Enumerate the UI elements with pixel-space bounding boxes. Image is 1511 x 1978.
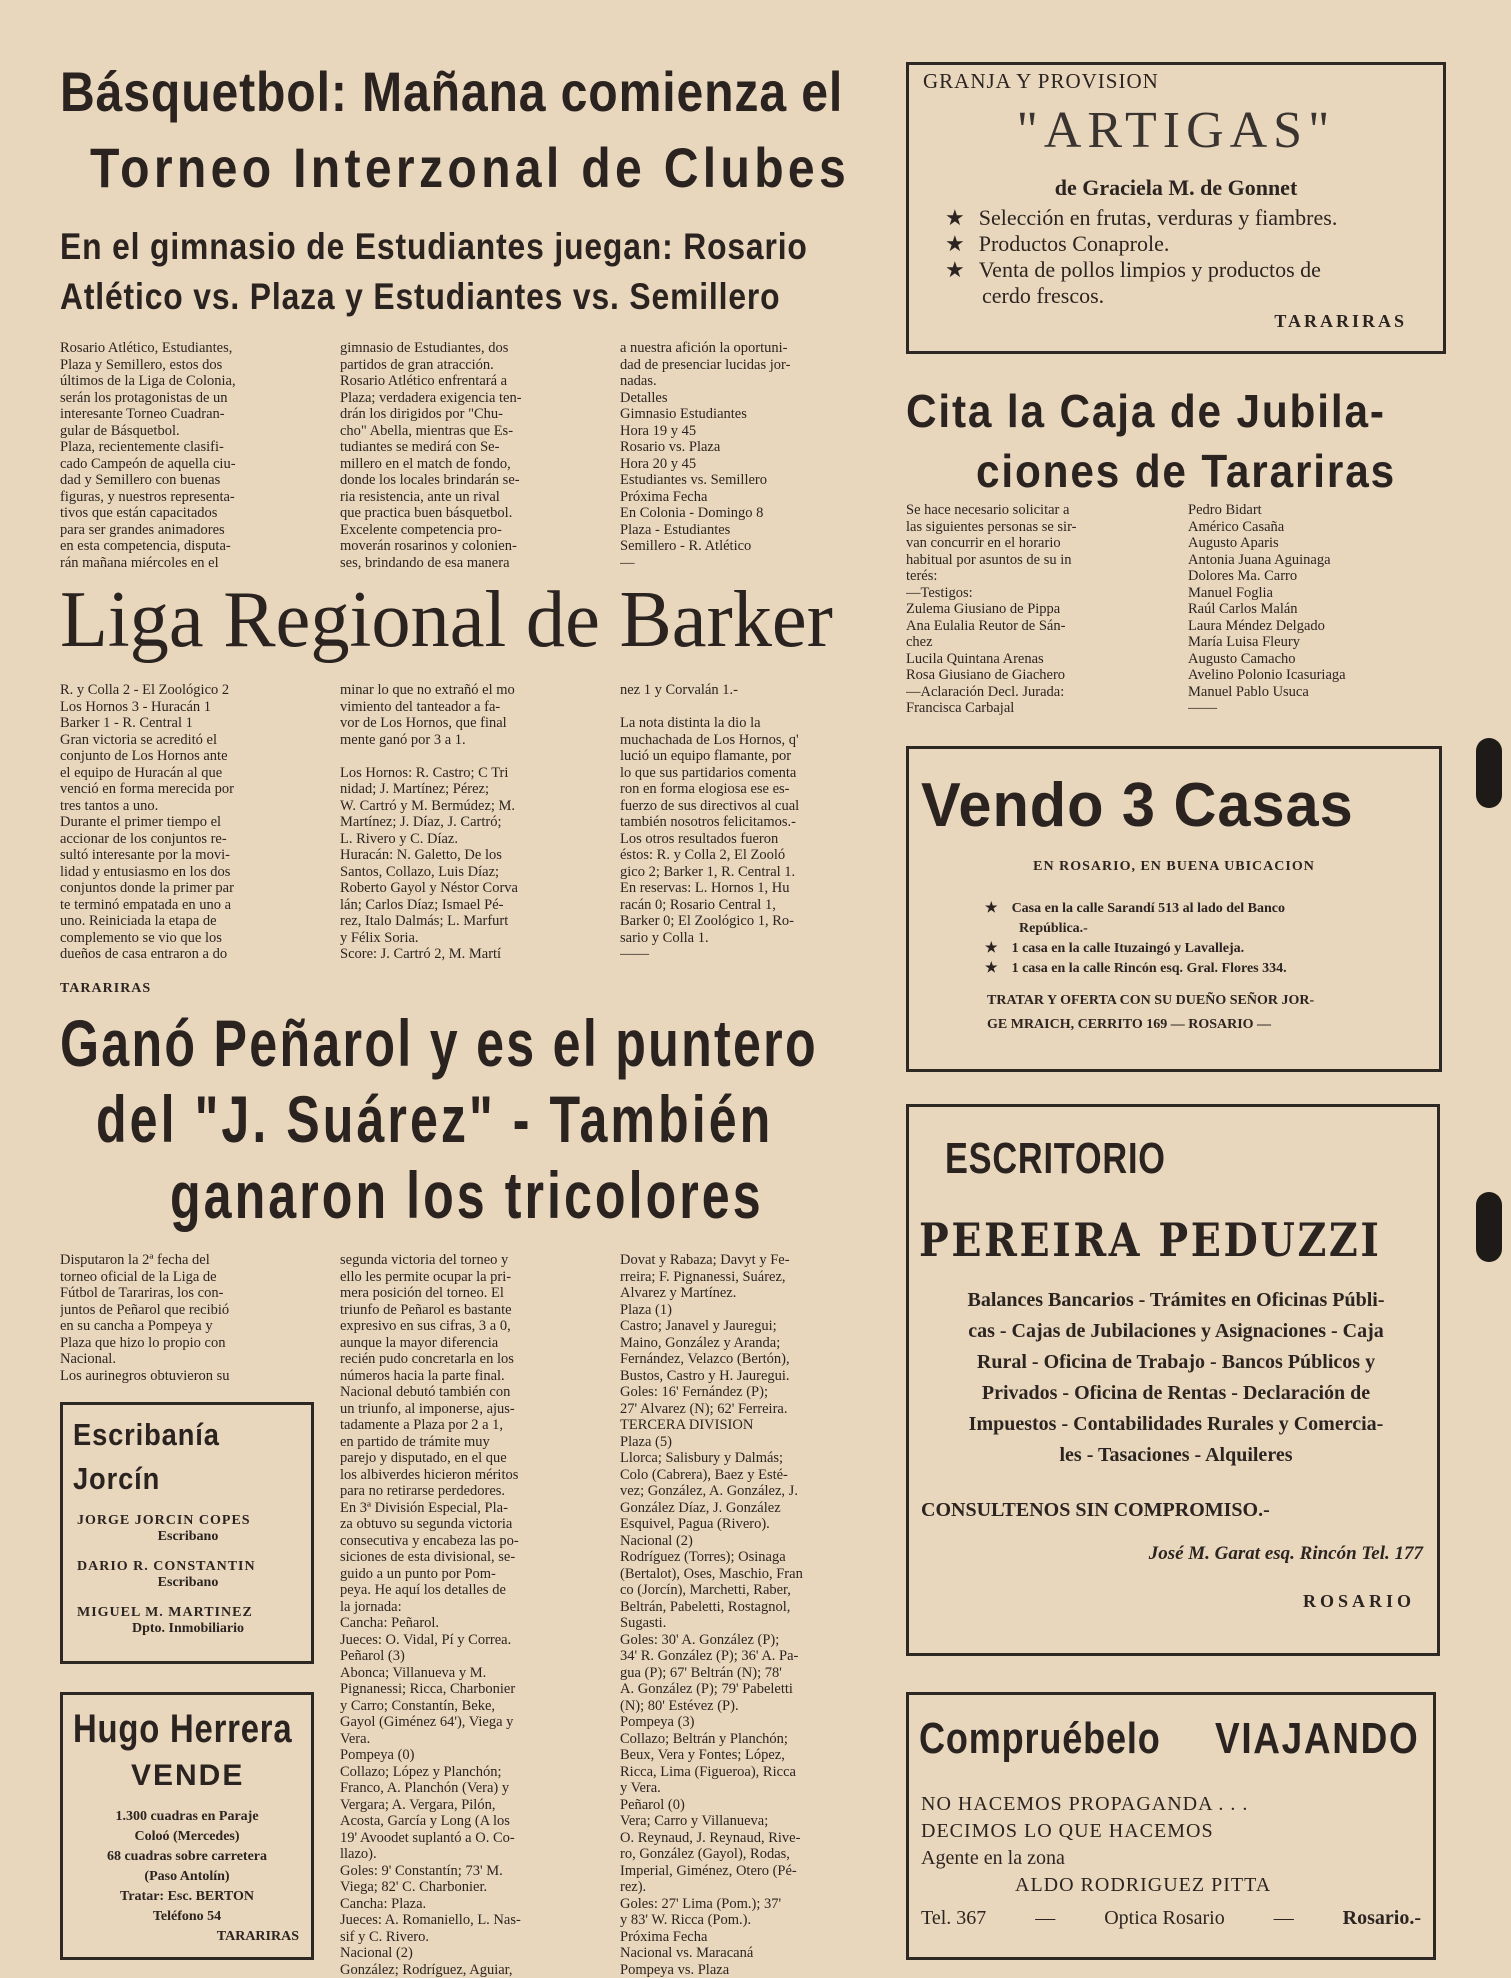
basket-col-3: a nuestra afición la oportuni- dad de presenciar lucidas jor- nadas. Detalles Gimnasio Estudiantes Hora 19 y 45 Rosario vs. Plaza Hora 20 y 45 Estudiantes vs. Semillero Próxima Fecha En Colonia - Domingo 8 Plaza - Estudiantes Semillero - R. Atlético — — [620, 340, 791, 571]
penarol-col-1: Disputaron la 2ª fecha del torneo oficial de la Liga de Fútbol de Tarariras, los con- juntos de Peñarol que recibió en su cancha a Pompeya y Plaza que hizo lo propio con Nacional. Los aurinegros obtuvieron su — [60, 1252, 230, 1384]
liga-headline: Liga Regional de Barker — [60, 576, 833, 664]
artigas-owner: de Graciela M. de Gonnet — [1054, 175, 1298, 200]
penarol-headline-1: Ganó Peñarol y es el puntero — [60, 1006, 818, 1080]
hugo-details — [71, 1807, 303, 1947]
penarol-headline-2: del "J. Suárez" - También — [96, 1082, 774, 1156]
artigas-item-3-cont: cerdo frescos. — [982, 283, 1105, 308]
viajando-town: Rosario.- — [1342, 1907, 1421, 1929]
hugo-vende: VENDE — [131, 1759, 245, 1792]
liga-body — [60, 682, 878, 963]
escribania-person-1 — [77, 1513, 299, 1545]
pereira-line: Impuestos - Contabilidades Rurales y Comercia- — [968, 1413, 1384, 1435]
star-icon: ★ — [985, 901, 998, 916]
pereira-line: Privados - Oficina de Rentas - Declaración de — [981, 1382, 1371, 1404]
artigas-place: TARARIRAS — [1274, 311, 1407, 331]
pereira-ad — [906, 1104, 1440, 1656]
caja-right: Pedro Bidart Américo Casaña Augusto Aparis Antonia Juana Aguinaga Dolores Ma. Carro Manuel Foglia Raúl Carlos Malán Laura Méndez Delgado María Luisa Fleury Augusto Camacho Avelino Polonio Icasuriaga Manuel Pablo Usuca —— — [1188, 502, 1346, 716]
viajando-line: Agente en la zona — [921, 1847, 1065, 1869]
pereira-town: ROSARIO — [1302, 1591, 1415, 1611]
escribania-title-1: Escribanía — [73, 1417, 220, 1452]
person-name: JORGE JORCIN COPES — [77, 1513, 251, 1528]
basket-headline-1: Básquetbol: Mañana comienza el — [60, 60, 844, 123]
caja-headline-1: Cita la Caja de Jubila- — [906, 385, 1386, 437]
star-icon: ★ — [945, 257, 965, 282]
hugo-title: Hugo Herrera — [73, 1707, 293, 1751]
binding-hole — [1476, 1192, 1502, 1262]
viajando-sep: — — [1273, 1907, 1294, 1929]
penarol-col-2: segunda victoria del torneo y ello les permite ocupar la pri- mera posición del torneo. El triunfo de Peñarol es bastante expresivo en sus cifras, 3 a 0, aunque la mayor diferencia recién pudo concretarla en los números hacia la parte final. Nacional debutó también con un triunfo, al imponerse, ajus- tadamente a Plaza por 2 a 1, en partido de trámite muy parejo y disputado, en el que los albiverdes hicieron méritos para no retirarse perdedores. En 3ª División Especial, Pla- za obtuvo su segunda victoria consecutiva y encabeza las po- siciones de esta divisional, se- guido a un punto por Pom- peya. He aquí los detalles de la jornada: Cancha: Peñarol. Jueces: O. Vidal, Pí y Correa. Peñarol (3) Abonca; Villanueva y M. Pignanessi; Ricca, Charbonier y Carro; Constantín, Beke, Gayol (Giménez 64'), Viega y Vera. Pompeya (0) Collazo; López y Planchón; Franco, A. Planchón (Vera) y Vergara; A. Vergara, Pilón, Acosta, García y Long (A los 19' Avoodet suplantó a O. Co- llazo). Goles: 9' Constantín; 73' M. Viega; 82' C. Charbonier. Cancha: Plaza. Jueces: A. Romaniello, L. Nas- sif y C. Rivero. Nacional (2) González; Rodríguez, Aguiar, — [340, 1252, 521, 1978]
pereira-line: Balances Bancarios - Trámites en Oficinas Públi- — [967, 1289, 1385, 1311]
hugo-line: Tratar: Esc. BERTON — [120, 1889, 254, 1904]
basket-headline-2: Torneo Interzonal de Clubes — [90, 136, 851, 199]
hugo-line: (Paso Antolín) — [144, 1869, 230, 1884]
basket-body — [60, 340, 878, 571]
hugo-line: 68 cuadras sobre carretera — [106, 1849, 268, 1864]
hugo-herrera-ad — [60, 1692, 314, 1960]
basket-col-1: Rosario Atlético, Estudiantes, Plaza y Semillero, estos dos últimos de la Liga de Colonia, serán los protagonistas de un interesante Torneo Cuadran- gular de Básquetbol. Plaza, recientemente clasifi- cado Campeón de aquella ciu- dad y Semillero con buenas figuras, y nuestros representa- tivos que están capacitados para ser grandes animadores en esta competencia, disputa- rán mañana miércoles en el — [60, 340, 236, 571]
viajando-body — [921, 1791, 1421, 1899]
artigas-ad — [906, 62, 1446, 354]
casas-title: Vendo 3 Casas — [921, 771, 1354, 840]
penarol-headline-3: ganaron los tricolores — [170, 1158, 764, 1232]
pereira-title-2: PEREIRA PEDUZZI — [919, 1213, 1382, 1267]
viajando-line: DECIMOS LO QUE HACEMOS — [921, 1820, 1214, 1842]
hugo-line: Teléfono 54 — [152, 1909, 222, 1924]
casas-sub: EN ROSARIO, EN BUENA UBICACION — [1033, 859, 1315, 874]
star-icon: ★ — [985, 961, 998, 976]
pereira-line: cas - Cajas de Jubilaciones y Asignaciones - Caja — [968, 1320, 1384, 1342]
artigas-items — [945, 205, 1425, 309]
casas-footer — [987, 989, 1427, 1037]
artigas-item-3: ★ Venta de pollos limpios y productos de — [945, 257, 1321, 282]
pereira-services — [921, 1285, 1431, 1471]
viajando-line: NO HACEMOS PROPAGANDA . . . — [921, 1793, 1249, 1815]
hugo-line: 1.300 cuadras en Paraje — [115, 1809, 259, 1824]
viajando-title-2: VIAJANDO — [1215, 1714, 1420, 1763]
escribania-person-2 — [77, 1559, 299, 1591]
casas-footer-line: TRATAR Y OFERTA CON SU DUEÑO SEÑOR JOR- — [987, 993, 1315, 1008]
basket-col-2: gimnasio de Estudiantes, dos partidos de gran atracción. Rosario Atlético enfrentará a Plaza; verdadera exigencia ten- drán los dirigidos por "Chu- cho" Abella, mientras que Es- tudiantes se medirá con Se- millero en el match de fondo, donde los locales brindarán se- ria resistencia, ante un rival que practica buen básquetbol. Excelente competencia pro- moverán rosarinos y colonien- ses, brindando de esa manera — [340, 340, 522, 571]
artigas-top: GRANJA Y PROVISION — [923, 69, 1159, 93]
artigas-name: "ARTIGAS" — [1016, 102, 1336, 159]
pereira-title-1: ESCRITORIO — [945, 1134, 1166, 1183]
pereira-consult: CONSULTENOS SIN COMPROMISO.- — [921, 1499, 1270, 1521]
liga-col-3: nez 1 y Corvalán 1.- La nota distinta la dio la muchachada de Los Hornos, q' lució un equipo flamante, por lo que sus partidarios comenta ron en forma elogiosa ese es- fuerzo de sus directivos al cual también nosotros felicitamos.- Los otros resultados fueron éstos: R. y Colla 2, El Zooló gico 2; Barker 1, R. Central 1. En reservas: L. Hornos 1, Hu racán 0; Rosario Central 1, Barker 0; El Zoológico 1, Ro- sario y Colla 1. —— — [620, 682, 800, 962]
basket-subheadline-2: Atlético vs. Plaza y Estudiantes vs. Semillero — [60, 276, 781, 317]
star-icon: ★ — [945, 205, 965, 230]
casas-item-2: ★ 1 casa en la calle Ituzaingó y Lavalleja. — [985, 941, 1245, 956]
escribania-ad — [60, 1402, 314, 1664]
pereira-address: José M. Garat esq. Rincón Tel. 177 — [1148, 1543, 1423, 1564]
casas-ad — [906, 746, 1442, 1072]
viajando-ad — [906, 1692, 1436, 1960]
pereira-line: Rural - Oficina de Trabajo - Bancos Públicos y — [976, 1351, 1376, 1373]
liga-col-2: minar lo que no extrañó el mo vimiento del tanteador a fa- vor de Los Hornos, que final mente ganó por 3 a 1. Los Hornos: R. Castro; C Tri nidad; J. Martínez; Pérez; W. Cartró y M. Bermúdez; M. Martínez; J. Díaz, J. Cartró; L. Rivero y C. Díaz. Huracán: N. Galetto, De los Santos, Collazo, Luis Díaz; Roberto Gayol y Néstor Corva lán; Carlos Díaz; Ismael Pé- rez, Italo Dalmás; L. Marfurt y Félix Soria. Score: J. Cartró 2, M. Martí — [340, 682, 518, 962]
artigas-item-2: ★ Productos Conaprole. — [945, 231, 1170, 256]
binding-hole — [1476, 738, 1502, 808]
person-role: Dpto. Inmobiliario — [131, 1621, 244, 1636]
caja-headline-2: ciones de Tarariras — [976, 445, 1396, 497]
liga-col-1: R. y Colla 2 - El Zoológico 2 Los Hornos 3 - Huracán 1 Barker 1 - R. Central 1 Gran victoria se acreditó el conjunto de Los Hornos ante el equipo de Huracán al que venció en forma merecida por tres tantos a uno. Durante el primer tiempo el accionar de los conjuntos re- sultó interesante por la movi- lidad y entusiasmo en los dos conjuntos donde la primer par te terminó empatada en uno a uno. Reiniciada la etapa de complemento se vio que los dueños de casa entraron a do — [60, 682, 234, 962]
star-icon: ★ — [985, 941, 998, 956]
person-role: Escribano — [157, 1529, 219, 1544]
casas-footer-line: GE MRAICH, CERRITO 169 — ROSARIO — — [987, 1017, 1272, 1032]
basket-subheadline-1: En el gimnasio de Estudiantes juegan: Rosario — [60, 226, 808, 267]
casas-item-1: ★ Casa en la calle Sarandí 513 al lado del Banco — [985, 901, 1285, 916]
hugo-line: Coloó (Mercedes) — [134, 1829, 240, 1844]
person-role: Escribano — [157, 1575, 219, 1590]
viajando-phone: Tel. 367 — [921, 1907, 987, 1929]
casas-items — [985, 899, 1425, 979]
casas-item-3: ★ 1 casa en la calle Rincón esq. Gral. Flores 334. — [985, 961, 1287, 976]
viajando-line: ALDO RODRIGUEZ PITTA — [1015, 1874, 1272, 1896]
escribania-title-2: Jorcín — [73, 1461, 161, 1496]
penarol-col-3: Dovat y Rabaza; Davyt y Fe- rreira; F. Pignanessi, Suárez, Alvarez y Martínez. Plaza (1) Castro; Janavel y Jauregui; Maino, González y Aranda; Fernández, Velazco (Bertón), Bustos, Castro y H. Jauregui. Goles: 16' Fernández (P); 27' Alvarez (N); 62' Ferreira. TERCERA DIVISION Plaza (5) Llorca; Salisbury y Dalmás; Colo (Cabrera), Baez y Esté- vez; González, A. González, J. González Díaz, J. González Esquivel, Pagua (Rivero). Nacional (2) Rodríguez (Torres); Osinaga (Bertalot), Oses, Maschio, Fran co (Jorcín), Marchetti, Raber, Beltrán, Pabeletti, Rostagnol, Sugasti. Goles: 30' A. González (P); 34' R. González (P); 36' A. Pa- gua (P); 67' Beltrán (N); 78' A. González (P); 79' Pabeletti (N); 80' Estévez (P). Pompeya (3) Collazo; Beltrán y Planchón; Beux, Vera y Fontes; López, Ricca, Lima (Figueroa), Ricca y Vera. Peñarol (0) Vera; Carro y Villanueva; O. Reynaud, J. Reynaud, Rive- ro, González (Gayol), Rodas, Imperial, Giménez, Otero (Pé- rez). Goles: 27' Lima (Pom.); 37' y 83' W. Ricca (Pom.). Próxima Fecha Nacional vs. Maracaná Pompeya vs. Plaza — [620, 1252, 803, 1978]
artigas-item-1: ★ Selección en frutas, verduras y fiambres. — [945, 205, 1338, 230]
viajando-sep: — — [1035, 1907, 1056, 1929]
viajando-title-1: Compruébelo — [919, 1714, 1161, 1763]
pereira-line: les - Tasaciones - Alquileres — [1059, 1444, 1293, 1466]
casas-item-1-cont: República.- — [1019, 921, 1088, 936]
person-name: MIGUEL M. MARTINEZ — [77, 1605, 253, 1620]
penarol-kicker: TARARIRAS — [60, 981, 152, 996]
person-name: DARIO R. CONSTANTIN — [77, 1559, 256, 1574]
escribania-person-3 — [77, 1605, 299, 1637]
caja-left: Se hace necesario solicitar a las siguientes personas se sir- van concurrir en el horario habitual por asuntos de su in terés: —Testigos: Zulema Giusiano de Pippa Ana Eulalia Reutor de Sán- chez Lucila Quintana Arenas Rosa Giusiano de Giachero —Aclaración Decl. Jurada: Francisca Carbajal — [906, 502, 1077, 716]
viajando-footer — [921, 1907, 1421, 1930]
hugo-line: TARARIRAS — [216, 1929, 299, 1944]
star-icon: ★ — [945, 231, 965, 256]
viajando-shop: Optica Rosario — [1104, 1907, 1225, 1929]
